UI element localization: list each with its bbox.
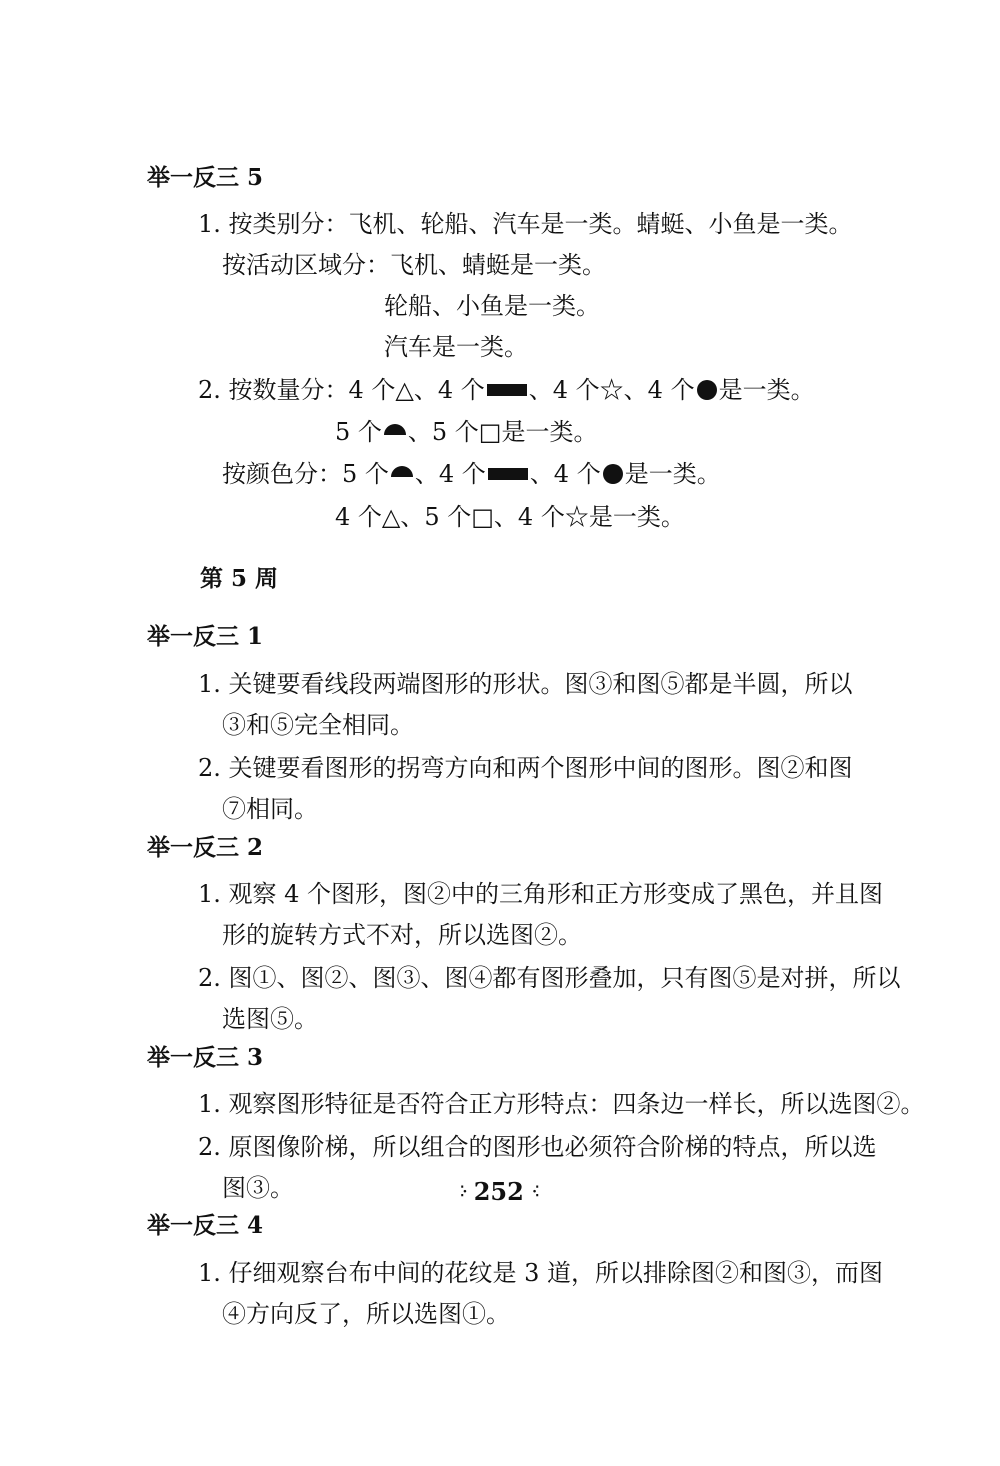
- answer-line: [198, 374, 815, 406]
- answer-line: ⑦相同。: [222, 795, 318, 823]
- text-segment: 按颜色分：5 个: [222, 460, 389, 488]
- black-circle-icon: [603, 464, 623, 484]
- text-segment: 、4 个: [529, 460, 601, 488]
- answer-line: 1. 仔细观察台布中间的花纹是 3 道，所以排除图②和图③，而图: [198, 1259, 884, 1287]
- section-heading: 举一反三 1: [147, 623, 264, 650]
- text-segment: 是一类。: [624, 460, 721, 488]
- answer-line: 2. 关键要看图形的拐弯方向和两个图形中间的图形。图②和图: [198, 754, 853, 782]
- text-segment: 、4 个☆、4 个: [528, 376, 695, 404]
- page-number: [460, 1177, 537, 1206]
- ornament-dots-icon: ⁚·: [460, 1184, 466, 1200]
- answer-line: 2. 原图像阶梯，所以组合的图形也必须符合阶梯的特点，所以选: [198, 1133, 877, 1161]
- answer-line: 选图⑤。: [222, 1005, 318, 1033]
- week-heading: 第 5 周: [200, 565, 279, 592]
- black-semicircle-icon: [384, 424, 406, 435]
- text-segment: 是一类。: [718, 376, 815, 404]
- answer-line: 按活动区域分：飞机、蜻蜓是一类。: [222, 251, 606, 279]
- answer-line: 1. 观察 4 个图形，图②中的三角形和正方形变成了黑色，并且图: [198, 880, 884, 908]
- page-number-value: 252: [473, 1177, 524, 1206]
- answer-line: 4 个△、5 个□、4 个☆是一类。: [335, 503, 685, 531]
- ornament-dots-icon: ·⁚: [532, 1184, 538, 1200]
- section-heading: 举一反三 5: [147, 164, 264, 191]
- answer-line: ③和⑤完全相同。: [222, 711, 414, 739]
- section-heading: 举一反三 2: [147, 834, 264, 861]
- answer-line: 轮船、小鱼是一类。: [384, 292, 600, 320]
- black-rectangle-icon: [488, 468, 528, 480]
- answer-line: 1. 关键要看线段两端图形的形状。图③和图⑤都是半圆，所以: [198, 670, 853, 698]
- answer-line: 1. 观察图形特征是否符合正方形特点：四条边一样长，所以选图②。: [198, 1090, 925, 1118]
- answer-line: 图③。: [222, 1174, 294, 1202]
- answer-line: 1. 按类别分：飞机、轮船、汽车是一类。蜻蜓、小鱼是一类。: [198, 210, 853, 238]
- text-segment: 、4 个: [414, 460, 486, 488]
- answer-line: 2. 图①、图②、图③、图④都有图形叠加，只有图⑤是对拼，所以: [198, 964, 901, 992]
- text-segment: 2. 按数量分：4 个△、4 个: [198, 376, 485, 404]
- answer-line: [335, 416, 597, 448]
- black-semicircle-icon: [391, 466, 413, 477]
- answer-line: 形的旋转方式不对，所以选图②。: [222, 921, 582, 949]
- section-heading: 举一反三 3: [147, 1044, 264, 1071]
- black-rectangle-icon: [487, 384, 527, 396]
- text-segment: 、5 个□是一类。: [407, 418, 598, 446]
- answer-line: ④方向反了，所以选图①。: [222, 1300, 510, 1328]
- answer-line: [222, 458, 721, 490]
- answer-line: 汽车是一类。: [384, 333, 528, 361]
- text-segment: 5 个: [335, 418, 382, 446]
- section-heading: 举一反三 4: [147, 1212, 264, 1239]
- black-circle-icon: [697, 380, 717, 400]
